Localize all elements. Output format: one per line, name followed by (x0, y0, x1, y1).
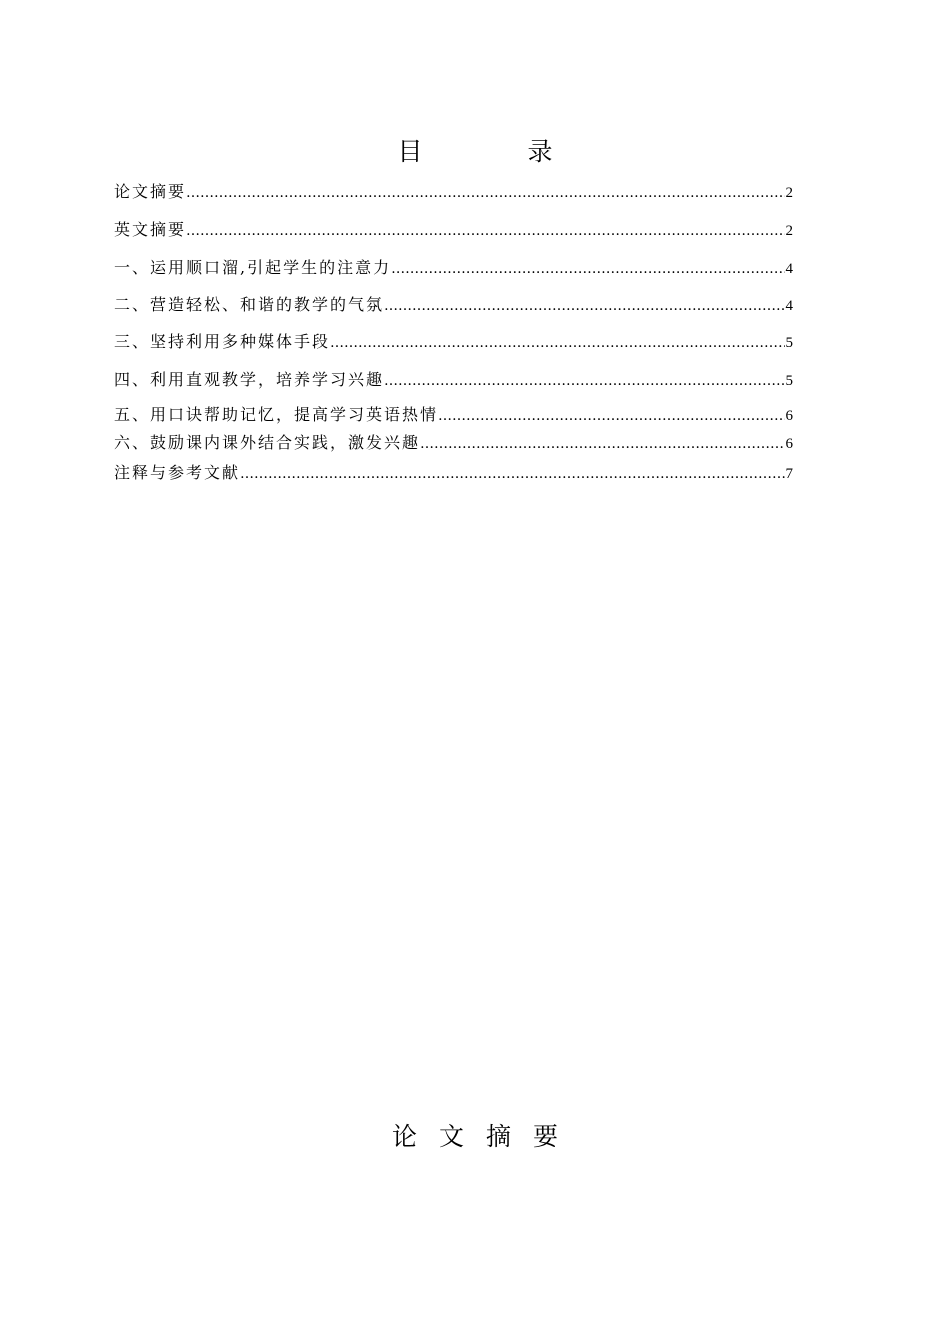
toc-entry-page: 2 (785, 185, 793, 201)
toc-entry[interactable] (114, 330, 793, 354)
toc-entry[interactable] (114, 293, 793, 317)
toc-dot-leader (391, 257, 784, 280)
toc-entry[interactable] (114, 218, 793, 242)
toc-dot-leader (420, 432, 784, 455)
abstract-heading-char: 文 (438, 1122, 464, 1151)
toc-entry[interactable] (114, 368, 793, 392)
toc-entry[interactable] (114, 403, 793, 427)
abstract-heading-char: 摘 (486, 1122, 512, 1151)
abstract-heading (0, 1119, 950, 1155)
toc-entry-label: 五、用口诀帮助记忆，提高学习英语热情 (114, 405, 439, 424)
toc-entry-label: 三、坚持利用多种媒体手段 (114, 332, 331, 351)
toc-entry-label: 注释与参考文献 (114, 463, 241, 482)
toc-entry-page: 6 (785, 436, 793, 452)
toc-entry-label: 论文摘要 (114, 182, 187, 201)
abstract-heading-char: 要 (533, 1122, 559, 1151)
toc-dot-leader (438, 404, 784, 427)
toc-dot-leader (384, 294, 784, 317)
toc-title-right: 录 (527, 137, 553, 166)
toc-entry-page: 5 (785, 335, 793, 351)
toc-entry[interactable] (114, 180, 793, 204)
toc-dot-leader (330, 331, 784, 354)
toc-dot-leader (384, 369, 784, 392)
toc-entry-label: 二、营造轻松、和谐的教学的气氛 (114, 295, 385, 314)
toc-entry-label: 一、运用顺口溜,引起学生的注意力 (114, 258, 392, 277)
toc-entry[interactable] (114, 461, 793, 485)
toc-entry-label: 四、利用直观教学，培养学习兴趣 (114, 370, 385, 389)
toc-title-left: 目 (397, 137, 423, 166)
toc-entry-label: 英文摘要 (114, 220, 187, 239)
abstract-heading-char: 论 (391, 1122, 417, 1151)
toc-entry-page: 4 (785, 261, 793, 277)
toc-entry-page: 6 (785, 408, 793, 424)
toc-entry-page: 4 (785, 298, 793, 314)
toc-title (0, 134, 950, 170)
toc-entry-label: 六、鼓励课内课外结合实践，激发兴趣 (114, 433, 421, 452)
toc-entry-page: 2 (785, 223, 793, 239)
toc-dot-leader (240, 462, 784, 485)
toc-entry-page: 5 (785, 373, 793, 389)
toc-dot-leader (186, 181, 784, 204)
toc-entry[interactable] (114, 256, 793, 280)
toc-entry[interactable] (114, 431, 793, 455)
toc-entry-page: 7 (785, 466, 793, 482)
toc-dot-leader (186, 219, 784, 242)
